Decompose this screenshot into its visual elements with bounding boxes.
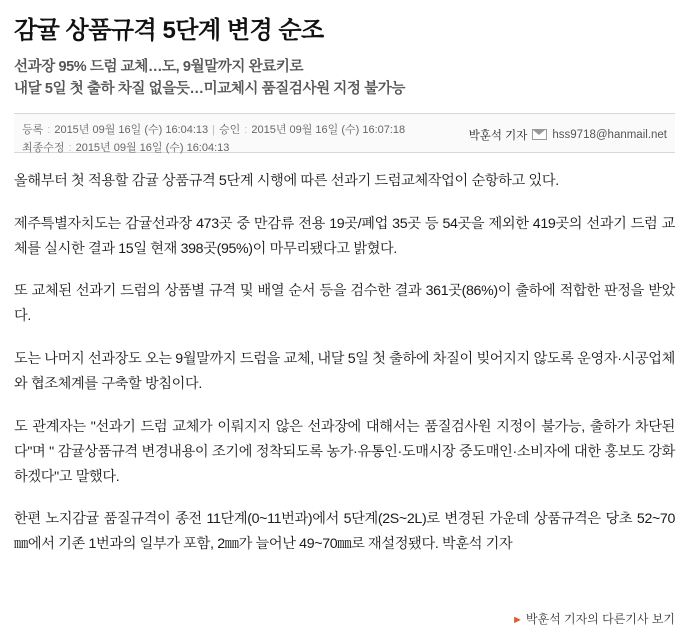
subhead-block — [14, 56, 675, 101]
subhead-line-1: 선과장 95% 드럼 교체…도, 9월말까지 완료키로 — [14, 59, 304, 75]
meta-separator: : — [244, 123, 248, 136]
registered-label: 등록 — [22, 123, 44, 136]
registered-value: 2015년 09월 16일 (수) 16:04:13 — [54, 123, 209, 136]
page-title: 감귤 상품규격 5단계 변경 순조 — [14, 17, 324, 44]
meta-separator: : — [47, 123, 51, 136]
meta-separator: : — [68, 142, 72, 155]
approved-value: 2015년 09월 16일 (수) 16:07:18 — [251, 123, 406, 136]
paragraph: 제주특별자치도는 감귤선과장 473곳 중 만감류 전용 19곳/폐업 35곳 등 54곳을 제외한 419곳의 선과기 드럼 교체를 실시한 결과 15일 현재 398곳(95%)이 마무리됐다고 밝혔다. — [14, 215, 675, 257]
article-body — [14, 169, 675, 557]
reporter-email-link[interactable]: hss9718@hanmail.net — [552, 128, 667, 141]
modified-label: 최종수정 — [22, 142, 65, 155]
article-meta — [14, 113, 675, 153]
paragraph: 또 교체된 선과기 드럼의 상품별 규격 및 배열 순서 등을 검수한 결과 361곳(86%)이 출하에 적합한 판정을 받았다. — [14, 283, 675, 325]
more-articles-link[interactable]: 박훈석 기자의 다른기사 보기 — [525, 612, 675, 626]
meta-separator: | — [212, 123, 216, 136]
paragraph: 올해부터 첫 적용할 감귤 상품규격 5단계 시행에 따른 선과기 드럼교체작업이 순항하고 있다. — [14, 172, 559, 189]
subhead-line-2: 내달 5일 첫 출하 차질 없을듯…미교체시 품질검사원 지정 불가능 — [14, 81, 405, 98]
mail-icon — [532, 129, 547, 140]
paragraph: 도 관계자는 "선과기 드럼 교체가 이뤄지지 않은 선과장에 대해서는 품질검사원 지정이 불가능, 출하가 차단된다"며 " 감귤상품규격 변경내용이 조기에 정착되도록 농가·유통인·도매시장 중도매인·소비자에 대한 홍보도 강화하겠다"고 말했다. — [14, 418, 675, 485]
reporter-info — [469, 127, 667, 143]
approved-label: 승인 — [219, 123, 241, 136]
reporter-name: 박훈석 기자 — [468, 129, 528, 142]
paragraph: 한편 노지감귤 품질규격이 종전 11단계(0~11번과)에서 5단계(2S~2L)로 변경된 가운데 상품규격은 당초 52~70㎜에서 기존 1번과의 일부가 포함, 2㎜가 늘어난 49~70㎜로 재설정됐다. 박훈석 기자 — [14, 511, 675, 553]
modified-value: 2015년 09월 16일 (수) 16:04:13 — [75, 142, 230, 155]
article-footer — [14, 610, 675, 627]
paragraph: 도는 나머지 선과장도 오는 9월말까지 드럼을 교체, 내달 5일 첫 출하에 차질이 빚어지지 않도록 운영자·시공업체와 협조체계를 구축할 방침이다. — [14, 351, 675, 392]
triangle-right-icon: ► — [512, 614, 523, 626]
